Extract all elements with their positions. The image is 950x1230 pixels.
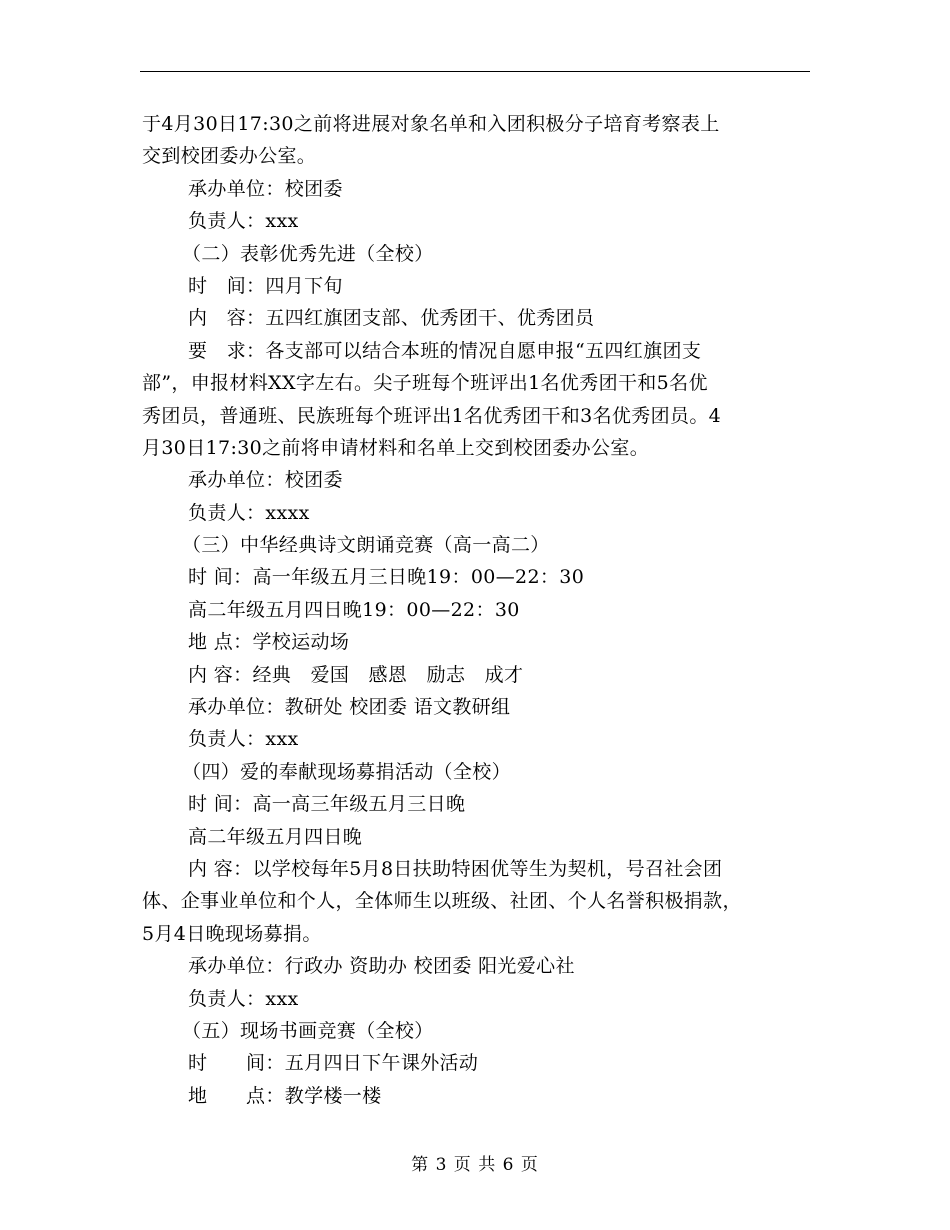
text-line: 月30日17:30之前将申请材料和名单上交到校团委办公室。 xyxy=(142,436,650,459)
text-line: 时 间：五月四日下午课外活动 xyxy=(188,1052,479,1075)
text-line: 承办单位：行政办 资助办 校团委 阳光爱心社 xyxy=(188,955,575,978)
text-line: 体、企事业单位和个人，全体师生以班级、社团、个人名誉积极捐款， xyxy=(142,890,742,913)
text-line: 时 间：高一年级五月三日晚19：00—22：30 xyxy=(188,566,585,589)
page-number-footer: 第 3 页 共 6 页 xyxy=(411,1155,539,1175)
text-line: 承办单位：教研处 校团委 语文教研组 xyxy=(188,696,511,719)
text-line: 5月4日晚现场募捐。 xyxy=(142,922,322,945)
text-line: 高二年级五月四日晚19：00—22：30 xyxy=(188,598,520,621)
text-line: 承办单位：校团委 xyxy=(188,177,343,200)
text-line: 部”，申报材料XX字左右。尖子班每个班评出1名优秀团干和5名优 xyxy=(142,372,708,395)
text-line: 时 间：四月下旬 xyxy=(188,274,343,297)
text-line: 时 间：高一高三年级五月三日晚 xyxy=(188,793,466,816)
section-heading: （四）爱的奉献现场募捐活动（全校） xyxy=(182,760,511,783)
section-heading: （二）表彰优秀先进（全校） xyxy=(182,242,434,265)
text-line: 于4月30日17:30之前将进展对象名单和入团积极分子培育考察表上 xyxy=(142,113,720,135)
text-line: 内 容：五四红旗团支部、优秀团干、优秀团员 xyxy=(188,307,595,330)
text-line: 要 求：各支部可以结合本班的情况自愿申报“五四红旗团支 xyxy=(188,339,702,362)
text-line: 地 点：教学楼一楼 xyxy=(188,1084,382,1107)
document-body xyxy=(142,108,810,1112)
text-line: 负责人：xxx xyxy=(188,728,299,751)
text-line: 承办单位：校团委 xyxy=(188,469,343,492)
text-line: 内 容：经典 爱国 感恩 励志 成才 xyxy=(188,663,524,686)
text-line: 负责人：xxxx xyxy=(188,501,310,524)
section-heading: （五）现场书画竞赛（全校） xyxy=(182,1019,434,1042)
header-rule xyxy=(140,71,810,72)
text-line: 负责人：xxx xyxy=(188,210,299,233)
text-line: 交到校团委办公室。 xyxy=(142,145,317,168)
text-line: 负责人：xxx xyxy=(188,987,299,1010)
text-line: 高二年级五月四日晚 xyxy=(188,825,363,848)
text-line: 秀团员，普通班、民族班每个班评出1名优秀团干和3名优秀团员。4 xyxy=(142,404,722,427)
section-heading: （三）中华经典诗文朗诵竞赛（高一高二） xyxy=(182,534,550,557)
text-line: 内 容：以学校每年5月8日扶助特困优等生为契机，号召社会团 xyxy=(188,857,723,880)
text-line: 地 点：学校运动场 xyxy=(188,631,350,654)
